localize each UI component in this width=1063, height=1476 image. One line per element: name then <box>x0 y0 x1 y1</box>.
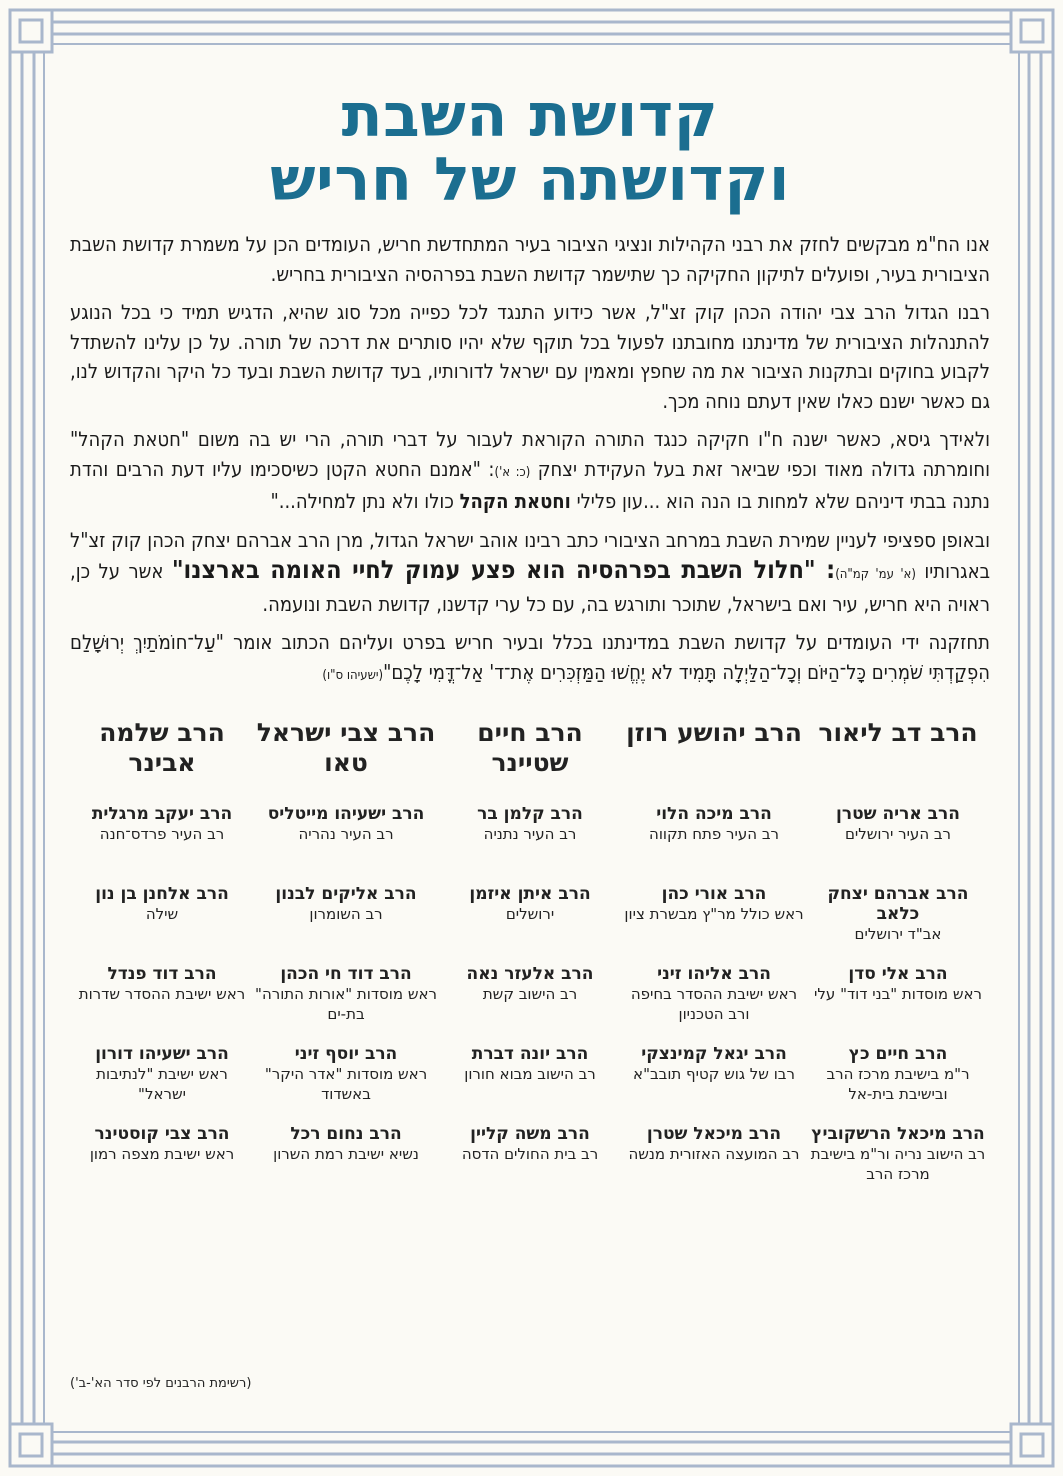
paragraph-4-text-b: אשר על כן, ראויה היא חריש, עיר ואם בישראל, שתוכר ותורגש בה, עם כל ערי קדשנו, קדושת השבת ונועמה. <box>70 559 990 616</box>
signatory <box>622 804 806 884</box>
title-line-1: קדושת השבת <box>341 81 719 151</box>
signatory-role: רב הישוב קשת <box>482 985 578 1003</box>
signatory <box>622 1124 806 1204</box>
paragraph-3-text-b: : "אמנם החטא הקטן כשיסכימו עליו דעת הרבים והדת נתנה בבתי דיניהם שלא למחות בו הנה הוא ...עון פלילי <box>70 456 990 513</box>
signatories-grid <box>70 804 990 1204</box>
signatory-name: הרב אריה שטרן <box>836 804 960 824</box>
signatory-role: ראש ישיבת מצפה רמון <box>89 1145 235 1163</box>
signatory-name: הרב אלחנן בן נון <box>95 884 229 904</box>
signatories-column <box>438 804 622 1204</box>
signatory-name: הרב יעקב מרגלית <box>91 804 233 824</box>
signatory <box>70 964 254 1044</box>
signatory-name: הרב ישעיהו דורון <box>95 1044 229 1064</box>
paragraph-3-reference: (כ: א') <box>494 464 531 480</box>
signatory-role: ראש מוסדות "אדר היקר" באשדוד <box>264 1065 428 1103</box>
signatory-role: רב העיר נתניה <box>483 825 577 843</box>
leader-name: הרב שלמה אבינר <box>99 718 225 777</box>
signatory <box>806 1124 990 1204</box>
paragraph-5-reference: (ישעיהו ס"ו) <box>322 667 384 683</box>
signatory <box>438 1044 622 1124</box>
signatory <box>438 964 622 1044</box>
signatory <box>70 804 254 884</box>
signatory <box>70 884 254 964</box>
signatory <box>806 804 990 884</box>
paragraph-5 <box>70 628 990 690</box>
signatory-name: הרב יגאל קמינצקי <box>641 1044 787 1064</box>
page-title <box>70 81 990 215</box>
signatory-role: רב בית החולים הדסה <box>461 1145 599 1163</box>
signatory-name: הרב אלעזר נאה <box>466 964 594 984</box>
signatory <box>70 1044 254 1124</box>
signatory-name: הרב איתן איזמן <box>469 884 591 904</box>
paragraph-3 <box>70 425 990 517</box>
signatory-name: הרב ישעיהו מייטליס <box>267 804 425 824</box>
leader-name: הרב דב ליאור <box>818 718 978 747</box>
signatories-column <box>254 804 438 1204</box>
signatory-name: הרב דוד פנדל <box>107 964 217 984</box>
signatory-role: ראש מוסדות "אורות התורה" בת-ים <box>255 985 437 1023</box>
signatories-column <box>806 804 990 1204</box>
signatory-role: ראש כולל מר"ץ מבשרת ציון <box>624 905 804 923</box>
signatory <box>254 1124 438 1204</box>
signatory-role: שילה <box>145 905 179 923</box>
leading-rabbis <box>70 718 990 778</box>
signatory-name: הרב יוסף זיני <box>294 1044 398 1064</box>
signatory-name: הרב משה קליין <box>470 1124 590 1144</box>
signatories-column <box>622 804 806 1204</box>
signatory <box>254 804 438 884</box>
signatory <box>622 964 806 1044</box>
title-line-2: וקדושתה של חריש <box>270 145 790 215</box>
paragraph-5-text: תחזקנה ידי העומדים על קדושת השבת במדינתנו בכלל ובעיר חריש בפרט ועליהם הכתוב אומר "עַל־חוֹמֹתַיִךְ יְרוּשָׁלִַם הִפְקַדְתִּי שֹׁמְרִים כָּל־הַיּוֹם וְכָל־הַלַּיְלָה תָּמִיד לֹא יֶחֱשׁוּ הַמַּזְכִּרִים אֶת־ד' אַל־דֳּמִי לָכֶם" <box>70 630 990 684</box>
signatory-name: הרב דוד חי הכהן <box>280 964 412 984</box>
leader-name: הרב יהושע רוזן <box>626 718 802 747</box>
signatory <box>254 964 438 1044</box>
ordering-note: (רשימת הרבנים לפי סדר הא'-ב') <box>70 1376 252 1391</box>
signatory-role: ראש ישיבת ההסדר שדרות <box>78 985 246 1003</box>
signatory-name: הרב חיים כץ <box>848 1044 948 1064</box>
signatory-role: רבו של גוש קטיף תובב"א <box>633 1065 795 1083</box>
signatory-role: ר"מ בישיבת מרכז הרב ובישיבת בית-אל <box>826 1065 970 1103</box>
signatory-role: ראש ישיבת "לנתיבות ישראל" <box>96 1065 228 1103</box>
signatory <box>622 1044 806 1124</box>
signatory <box>70 1124 254 1204</box>
signatory-role: אב"ד ירושלים <box>854 925 942 943</box>
signatory-role: רב המועצה האזורית מנשה <box>628 1145 800 1163</box>
signatory <box>806 1044 990 1124</box>
leader-name: הרב חיים שטיינר <box>477 718 583 777</box>
paragraph-3-bold: וחטאת הקהל <box>459 489 571 513</box>
signatory-role: רב העיר פתח תקווה <box>649 825 779 843</box>
signatory-name: הרב אורי כהן <box>661 884 767 904</box>
signatory-name: הרב נחום רכל <box>290 1124 402 1144</box>
signatory-name: הרב צבי קוסטינר <box>94 1124 230 1144</box>
signatory-name: הרב אליהו זיני <box>657 964 771 984</box>
signatory-role: רב העיר נהריה <box>298 825 394 843</box>
leader-name: הרב צבי ישראל טאו <box>256 718 436 777</box>
paragraph-4 <box>70 526 990 620</box>
paragraph-2: רבנו הגדול הרב צבי יהודה הכהן קוק זצ"ל, אשר כידוע התנגד לכל כפייה מכל סוג שהיא, הדגיש תמיד כי בכל הנוגע להתנהלות הציבורית של מדינתנו מחובתנו לפעול בכל תוקף שלא יהיו סותרים את דרכה של תורה. על כן עלינו להשתדל לקבוע בחוקים ובתקנות הציבור את מה שחפץ ומאמין עם ישראל לדורותיו, בעד קדושת השבת ובעד כל היקר והקדוש לנו, גם כאשר ישנם כאלו שאין דעתם נוחה מכך. <box>70 300 990 413</box>
signatory-role: רב העיר ירושלים <box>844 825 952 843</box>
signatory-name: הרב מיכאל שטרן <box>646 1124 782 1144</box>
signatories-column <box>70 804 254 1204</box>
signatory <box>254 884 438 964</box>
paragraph-3-text-a: ולאידך גיסא, כאשר ישנה ח"ו חקיקה כנגד התורה הקוראת לעבור על דברי תורה, הרי יש בה משום "חטאת הקהל" וחומרתה גדולה מאוד וכפי שביאר זאת בעל העקידת יצחק <box>70 427 991 481</box>
signatory-role: ראש מוסדות "בני דוד" עלי <box>814 985 982 1003</box>
signatory-name: הרב מיכאל הרשקוביץ <box>811 1124 985 1144</box>
signatory-name: הרב קלמן בר <box>477 804 583 824</box>
signatory <box>438 884 622 964</box>
paragraph-4-text-a: ובאופן ספציפי לעניין שמירת השבת במרחב הציבורי כתב רבינו אוהב ישראל הגדול, מרן הרב אברהם יצחק הכהן קוק זצ"ל באגרותיו <box>70 527 990 583</box>
signatory-role: רב הישוב נריה ור"מ בישיבת מרכז הרב <box>810 1145 986 1183</box>
signatory-name: הרב יונה דברת <box>471 1044 589 1064</box>
signatory <box>438 804 622 884</box>
signatory-role: נשיא ישיבת רמת השרון <box>273 1145 419 1163</box>
signatory-name: הרב אלי סדן <box>848 964 948 984</box>
paragraph-3-text-c: כולו ולא נתן למחילה..." <box>270 489 454 513</box>
paragraph-4-reference: (א' עמ' קמ"ה) <box>835 567 916 582</box>
paragraph-4-quote: : "חלול השבת בפרהסיה הוא פצע עמוק לחיי האומה בארצנו" <box>171 555 836 584</box>
signatory-role: רב השומרון <box>309 905 383 923</box>
signatory-name: הרב מיכה הלוי <box>656 804 772 824</box>
signatory <box>806 884 990 964</box>
notice-content <box>70 78 990 1418</box>
signatory <box>622 884 806 964</box>
signatory-name: הרב אליקים לבנון <box>275 884 417 904</box>
signatory-role: ראש ישיבת ההסדר בחיפה ורב הטכניון <box>630 985 798 1023</box>
signatory-name: הרב אברהם יצחק כלאב <box>827 884 969 924</box>
signatory <box>438 1124 622 1204</box>
signatory <box>806 964 990 1044</box>
signatory <box>254 1044 438 1124</box>
signatory-role: רב הישוב מבוא חורון <box>464 1065 596 1083</box>
signatory-role: רב העיר פרדס־חנה <box>99 825 225 843</box>
paragraph-1: אנו הח"מ מבקשים לחזק את רבני הקהילות ונציגי הציבור בעיר המתחדשת חריש, העומדים הכן על משמרת קדושת השבת הציבורית בעיר, ופועלים לתיקון החקיקה כך שתישמר קדושת השבת בפרהסיה הציבורית בחריש. <box>70 232 990 286</box>
signatory-role: ירושלים <box>505 905 555 923</box>
